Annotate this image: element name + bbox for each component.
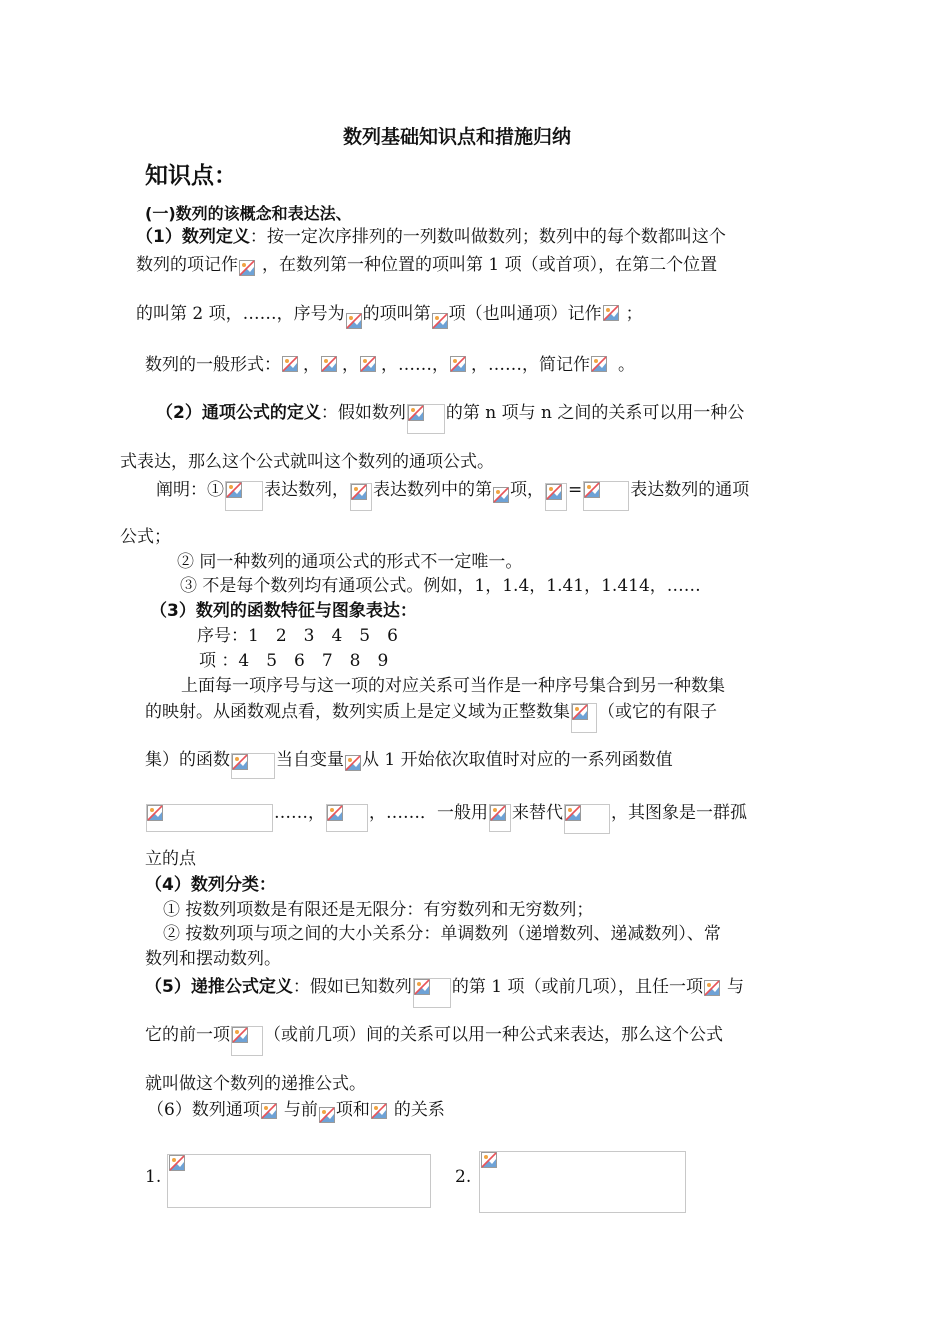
p4-line3: 数列和摆动数列。: [145, 949, 281, 969]
p3-label: （3）数列的函数特征与图象表达：: [150, 601, 417, 621]
broken-image-icon: [371, 1103, 393, 1129]
broken-image-icon: [583, 481, 629, 511]
broken-image-icon: [450, 356, 470, 378]
broken-image-icon: [591, 356, 617, 378]
broken-image-icon: [282, 356, 302, 378]
item-2-number: 2.: [455, 1167, 472, 1187]
p3-line5: 立的点: [145, 849, 196, 869]
p3-line1: 上面每一项序号与这一项的对应关系可当作是一种序号集合到另一种数集: [181, 676, 725, 696]
p5-line3: 就叫做这个数列的递推公式。: [145, 1074, 366, 1094]
broken-image-icon: [407, 404, 445, 434]
broken-image-icon: [564, 804, 610, 834]
broken-image-icon: [360, 356, 380, 378]
broken-image-icon: [481, 1152, 501, 1172]
p3-line3: 集）的函数 当自变量 从 1 开始依次取值时对应的一系列函数值: [145, 749, 673, 779]
broken-image-icon: [321, 356, 341, 378]
p2-label: （2）通项公式的定义: [156, 403, 321, 423]
broken-image-icon: [493, 487, 509, 505]
broken-image-icon: [169, 1155, 189, 1175]
p3-row-value: 项 ：4 5 6 7 8 9: [199, 651, 389, 671]
p3-line2: 的映射。从函数观点看，数列实质上是定义域为正整数集 （或它的有限子: [145, 701, 717, 733]
broken-image-icon: [489, 804, 511, 832]
formula-image-2: [479, 1151, 686, 1213]
p2-line5: ② 同一种数列的通项公式的形式不一定唯一。: [177, 552, 523, 572]
broken-image-icon: [345, 755, 361, 777]
p5-line2: 它的前一项 （或前几项）间的关系可以用一种公式来表达，那么这个公式: [145, 1024, 723, 1056]
broken-image-icon: [319, 1107, 335, 1127]
p1-line1: （1）数列定义：按一定次序排列的一列数叫做数列；数列中的每个数都叫这个: [136, 227, 726, 247]
p1-label: （1）数列定义: [136, 227, 250, 247]
broken-image-icon: [146, 804, 273, 832]
p5-label: （5）递推公式定义: [145, 977, 293, 997]
p1-line3: 的叫第 2 项，……，序号为 的项叫第 项（也叫通项）记作 ；: [136, 303, 643, 329]
broken-image-icon: [231, 753, 275, 779]
broken-image-icon: [603, 305, 625, 327]
p3-row-index: 序号：1 2 3 4 5 6: [197, 626, 398, 646]
p2-line4: 公式；: [120, 527, 171, 547]
formula-image-1: [167, 1154, 431, 1208]
broken-image-icon: [432, 313, 448, 329]
broken-image-icon: [239, 260, 261, 282]
broken-image-icon: [571, 703, 597, 733]
p4-label: （4）数列分类：: [145, 875, 276, 895]
broken-image-icon: [326, 804, 368, 832]
item-1-number: 1.: [145, 1167, 162, 1187]
broken-image-icon: [413, 978, 451, 1008]
p4-line2: ② 按数列项与项之间的大小关系分：单调数列（递增数列、递减数列）、常: [163, 924, 721, 944]
p2-line1: （2）通项公式的定义：假如数列 的第 n 项与 n 之间的关系可以用一种公: [156, 402, 744, 434]
section-1-heading: (一)数列的该概念和表达法、: [145, 204, 352, 223]
p2-line3: 阐明：① 表达数列， 表达数列中的第 项， = 表达数列的通项: [156, 479, 749, 511]
p1-line2: 数列的项记作 ，在数列第一种位置的项叫第 1 项（或首项），在第二个位置: [136, 254, 717, 282]
p5-line1: （5）递推公式定义：假如已知数列 的第 1 项（或前几项），且任一项 与: [145, 976, 744, 1008]
p3-line4: ……， ，……．一般用 来替代 ，其图象是一群孤: [145, 802, 747, 834]
broken-image-icon: [346, 313, 362, 329]
broken-image-icon: [350, 483, 372, 511]
doc-title: 数列基础知识点和措施归纳: [343, 126, 572, 148]
p4-line1: ① 按数列项数是有限还是无限分：有穷数列和无穷数列；: [163, 900, 594, 920]
knowledge-heading: 知识点：: [145, 163, 237, 189]
p1-line4: 数列的一般形式： ， ， ，……， ，……，简记作 。: [145, 354, 635, 378]
p2-line6: ③ 不是每个数列均有通项公式。例如，1，1.4，1.41，1.414，……: [180, 576, 701, 596]
broken-image-icon: [231, 1026, 263, 1056]
p2-line2: 式表达，那么这个公式就叫这个数列的通项公式。: [120, 452, 494, 472]
p6-line1: （6）数列通项 与前 项和 的关系: [147, 1099, 445, 1129]
broken-image-icon: [545, 483, 567, 511]
broken-image-icon: [704, 980, 726, 1006]
broken-image-icon: [225, 481, 263, 511]
broken-image-icon: [261, 1103, 283, 1129]
